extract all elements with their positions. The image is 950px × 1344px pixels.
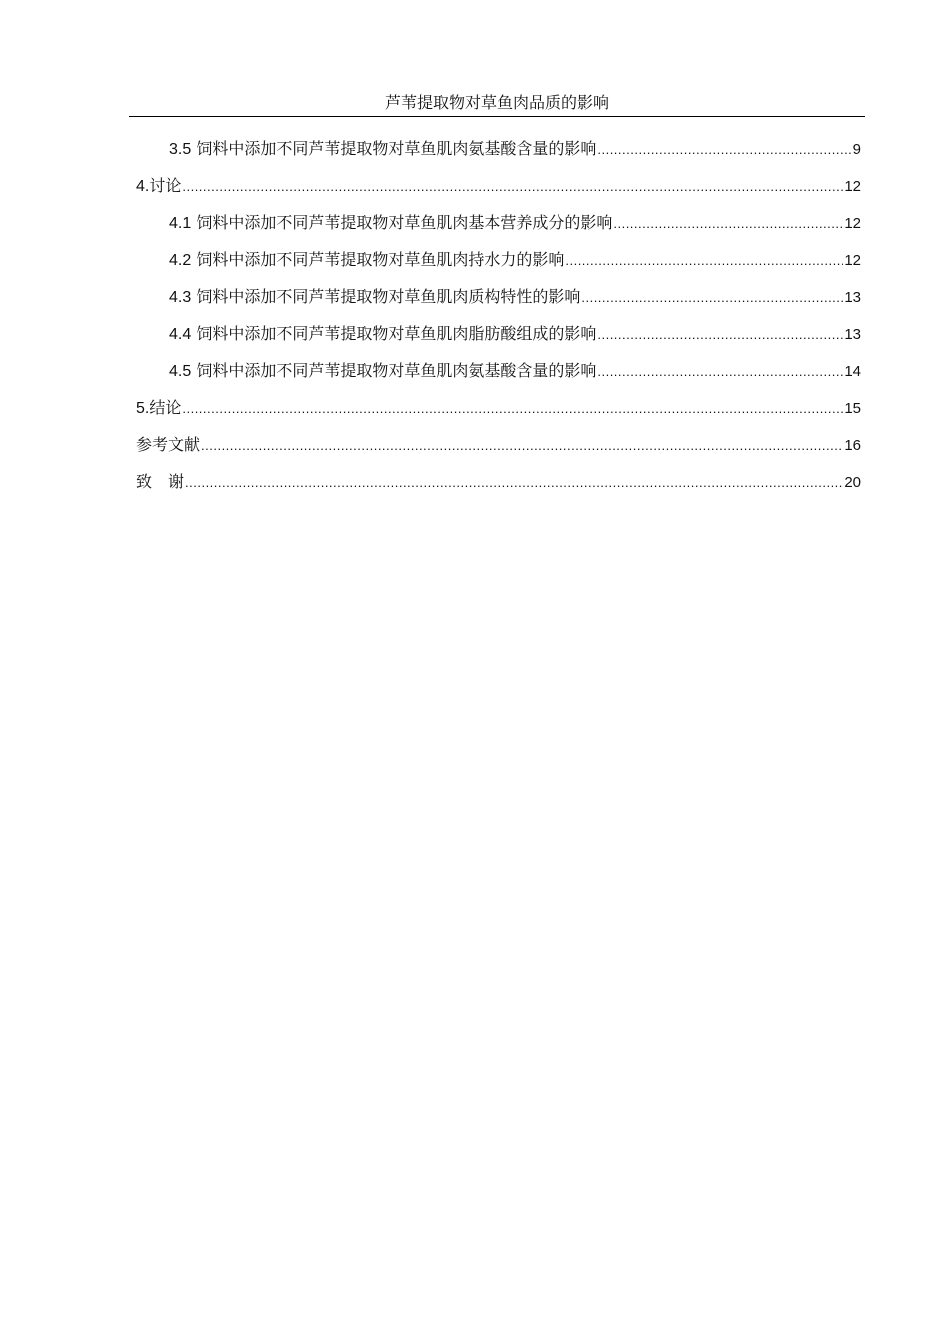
toc-entry-page: 15 [844,400,861,417]
dot-leader [201,427,843,464]
toc-entry-text: 致 谢 [136,472,185,491]
dot-leader [581,279,843,316]
toc-entry-title [169,352,596,390]
toc-entry-number: 4.5 [169,363,192,380]
toc-entry-number: 4.3 [169,289,192,306]
toc-entry-text: 饲料中添加不同芦苇提取物对草鱼肌肉持水力的影响 [196,250,565,269]
dot-leader [182,168,843,205]
dot-leader [597,131,851,168]
toc-entry[interactable] [136,352,861,389]
toc-entry[interactable] [136,463,861,500]
toc-entry-title [169,241,564,279]
toc-entry-text: 饲料中添加不同芦苇提取物对草鱼肌肉质构特性的影响 [196,287,581,306]
toc-entry-title [136,389,181,427]
dot-leader [613,205,843,242]
toc-entry-number: 4.2 [169,252,192,269]
table-of-contents [136,130,861,500]
toc-entry-title [169,204,612,242]
dot-leader [185,464,843,501]
toc-entry-number: 4.1 [169,215,192,232]
toc-entry-page: 14 [844,363,861,380]
toc-entry[interactable] [136,315,861,352]
toc-entry[interactable] [136,204,861,241]
toc-entry-number: 4.4 [169,326,192,343]
dot-leader [597,316,843,353]
dot-leader [597,353,843,390]
toc-entry-number: 4. [136,178,150,195]
toc-entry[interactable] [136,167,861,204]
toc-entry-title [136,167,181,205]
toc-entry-title [169,315,596,353]
toc-entry[interactable] [136,426,861,463]
page-header [129,92,865,117]
toc-entry-text: 饲料中添加不同芦苇提取物对草鱼肌肉脂肪酸组成的影响 [196,324,597,343]
header-title: 芦苇提取物对草鱼肉品质的影响 [384,93,609,112]
toc-entry-text: 参考文献 [136,435,201,454]
toc-entry-text: 饲料中添加不同芦苇提取物对草鱼肌肉氨基酸含量的影响 [196,361,597,380]
toc-entry-page: 12 [844,252,861,269]
toc-entry-title [136,463,184,500]
toc-entry-text: 讨论 [149,176,182,195]
toc-entry-text: 结论 [149,398,182,417]
toc-entry[interactable] [136,389,861,426]
toc-entry[interactable] [136,130,861,167]
toc-entry-number: 3.5 [169,141,192,158]
toc-entry-title [169,130,596,168]
toc-entry[interactable] [136,278,861,315]
toc-entry-page: 13 [844,326,861,343]
toc-entry-text: 饲料中添加不同芦苇提取物对草鱼肌肉基本营养成分的影响 [196,213,613,232]
dot-leader [182,390,843,427]
toc-entry-page: 12 [844,215,861,232]
toc-entry-page: 9 [852,141,861,158]
toc-entry-title [136,426,200,463]
toc-entry-page: 13 [844,289,861,306]
toc-entry[interactable] [136,241,861,278]
toc-entry-page: 12 [844,178,861,195]
toc-entry-page: 16 [844,437,861,454]
toc-entry-title [169,278,580,316]
toc-entry-page: 20 [844,474,861,491]
toc-entry-text: 饲料中添加不同芦苇提取物对草鱼肌肉氨基酸含量的影响 [196,139,597,158]
dot-leader [565,242,843,279]
toc-entry-number: 5. [136,400,150,417]
